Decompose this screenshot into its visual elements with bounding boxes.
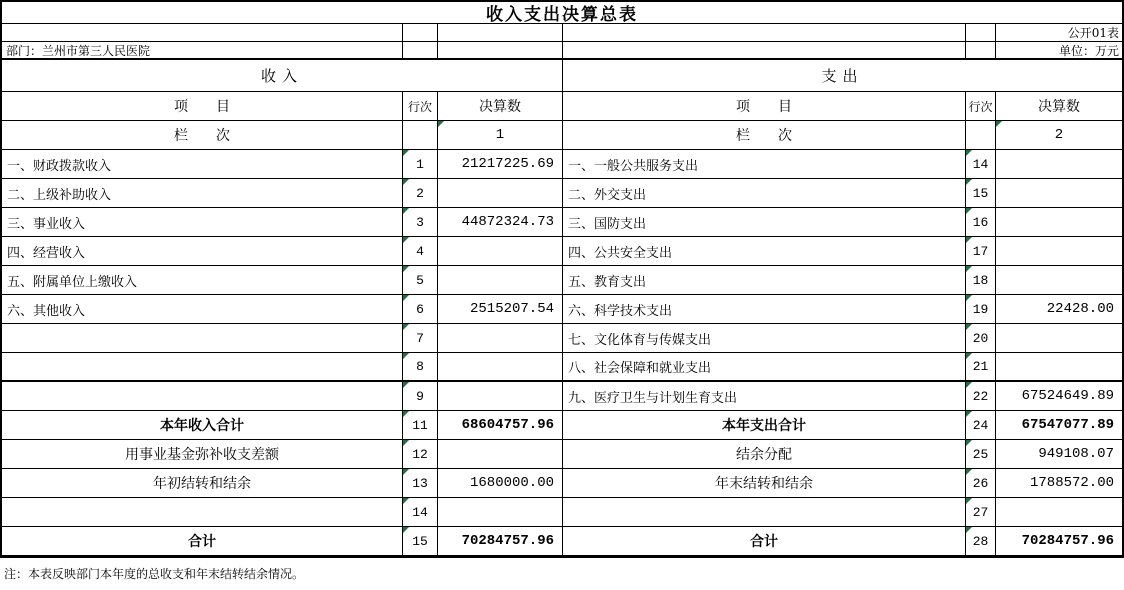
income-rowno-cell: [403, 179, 438, 208]
expenditure-rowno-cell: [966, 237, 996, 266]
rowno-text: 17: [972, 243, 989, 259]
cell-error-triangle-icon: [966, 382, 972, 388]
cell-error-triangle-icon: [403, 382, 409, 388]
rowno-text: 5: [416, 272, 424, 288]
income-amount-cell: [438, 353, 563, 382]
expenditure-item-cell: 合计: [563, 527, 966, 556]
empty-cell: [438, 42, 563, 60]
rowno-text: 15: [412, 533, 428, 549]
cell-error-triangle-icon: [966, 353, 972, 359]
income-amount-header: 决算数: [438, 92, 563, 121]
rowno-text: 9: [416, 388, 424, 404]
expenditure-item-header: 项 目: [563, 92, 966, 121]
table-row: [2, 295, 1122, 324]
income-item-cell: [2, 498, 403, 527]
expenditure-item-cell: 本年支出合计: [563, 411, 966, 440]
income-amount-cell: 44872324.73: [438, 208, 563, 237]
income-amount-cell: [438, 382, 563, 411]
rowno-text: 11: [412, 417, 428, 433]
rowno-text: 14: [412, 504, 428, 520]
table-row: [2, 469, 1122, 498]
rowno-text: 13: [412, 475, 428, 491]
empty-cell: [966, 121, 996, 150]
income-amount-cell: [438, 266, 563, 295]
income-amount-cell: 2515207.54: [438, 295, 563, 324]
empty-cell: [966, 42, 996, 60]
rowno-text: 21: [972, 359, 989, 374]
income-rowno-cell: [403, 498, 438, 527]
column-header-row: [2, 92, 1122, 121]
expenditure-rowno-cell: [966, 382, 996, 411]
expenditure-amount-cell: [996, 150, 1122, 179]
table-row: [2, 150, 1122, 179]
income-rowno-cell: [403, 150, 438, 179]
cell-error-triangle-icon: [403, 527, 409, 533]
expenditure-item-cell: 二、外交支出: [563, 179, 966, 208]
rowno-text: 20: [972, 330, 989, 346]
department-label: 部门：兰州市第三人民医院: [2, 42, 403, 60]
cell-error-triangle-icon: [403, 411, 409, 417]
income-colindex-value: [438, 121, 563, 150]
income-item-cell: [2, 382, 403, 411]
expenditure-item-cell: 一、一般公共服务支出: [563, 150, 966, 179]
expenditure-rowno-cell: [966, 498, 996, 527]
expenditure-item-cell: 三、国防支出: [563, 208, 966, 237]
rowno-text: 6: [416, 301, 424, 317]
income-item-header: 项 目: [2, 92, 403, 121]
rowno-text: 24: [972, 417, 989, 433]
income-item-cell: 合计: [2, 527, 403, 556]
income-item-cell: 五、附属单位上缴收入: [2, 266, 403, 295]
unit-label: 单位：万元: [996, 42, 1122, 60]
income-amount-cell: [438, 179, 563, 208]
table-row: [2, 498, 1122, 527]
income-rowno-cell: [403, 353, 438, 382]
empty-cell: [966, 24, 996, 42]
rowno-text: 16: [972, 214, 989, 230]
rowno-text: 26: [972, 475, 989, 491]
cell-error-triangle-icon: [966, 527, 972, 533]
expenditure-rowno-cell: [966, 527, 996, 556]
meta-row-department: [2, 42, 1122, 60]
cell-error-triangle-icon: [403, 179, 409, 185]
title-row: [2, 2, 1122, 24]
cell-error-triangle-icon: [403, 150, 409, 156]
rowno-text: 14: [972, 156, 989, 172]
empty-cell: [438, 24, 563, 42]
income-rowno-cell: [403, 440, 438, 469]
rowno-text: 1: [416, 156, 424, 172]
income-rowno-header: 行次: [403, 92, 438, 121]
expenditure-amount-cell: 22428.00: [996, 295, 1122, 324]
column-index-row: [2, 121, 1122, 150]
income-rowno-cell: [403, 469, 438, 498]
empty-cell: [403, 24, 438, 42]
table-row: [2, 411, 1122, 440]
colindex-value-text: 2: [1054, 127, 1064, 143]
cell-error-triangle-icon: [966, 208, 972, 214]
expenditure-item-cell: [563, 498, 966, 527]
expenditure-amount-cell: [996, 498, 1122, 527]
expenditure-amount-cell: 70284757.96: [996, 527, 1122, 556]
table-row: [2, 382, 1122, 411]
rowno-text: 3: [416, 214, 424, 230]
section-header-row: [2, 60, 1122, 92]
meta-row-table-code: [2, 24, 1122, 42]
income-amount-cell: [438, 324, 563, 353]
rowno-text: 19: [972, 301, 989, 317]
income-amount-cell: 70284757.96: [438, 527, 563, 556]
expenditure-item-cell: 七、文化体育与传媒支出: [563, 324, 966, 353]
income-rowno-cell: [403, 382, 438, 411]
income-item-cell: [2, 324, 403, 353]
expenditure-amount-cell: [996, 266, 1122, 295]
expenditure-rowno-cell: [966, 208, 996, 237]
cell-error-triangle-icon: [966, 469, 972, 475]
table-row: [2, 440, 1122, 469]
footnote: 注：本表反映部门本年度的总收支和年末结转结余情况。: [4, 567, 305, 581]
expenditure-rowno-cell: [966, 324, 996, 353]
cell-error-triangle-icon: [966, 324, 972, 330]
income-colindex-label: 栏 次: [2, 121, 403, 150]
cell-error-triangle-icon: [966, 411, 972, 417]
income-section-header: 收入: [2, 60, 563, 92]
income-item-cell: [2, 353, 403, 382]
expenditure-colindex-value: [996, 121, 1122, 150]
cell-error-triangle-icon: [438, 121, 444, 127]
income-amount-cell: [438, 498, 563, 527]
cell-error-triangle-icon: [966, 440, 972, 446]
income-amount-cell: [438, 237, 563, 266]
table-row: [2, 179, 1122, 208]
rowno-text: 18: [972, 272, 989, 288]
cell-error-triangle-icon: [966, 237, 972, 243]
cell-error-triangle-icon: [403, 208, 409, 214]
expenditure-item-cell: 八、社会保障和就业支出: [563, 353, 966, 382]
cell-error-triangle-icon: [403, 440, 409, 446]
empty-cell: [403, 42, 438, 60]
rowno-text: 25: [972, 446, 989, 462]
rowno-text: 28: [972, 533, 989, 549]
expenditure-amount-cell: [996, 208, 1122, 237]
rowno-text: 22: [972, 388, 989, 404]
expenditure-rowno-cell: [966, 179, 996, 208]
expenditure-item-cell: 年末结转和结余: [563, 469, 966, 498]
page-title: 收入支出决算总表: [2, 2, 1122, 24]
expenditure-rowno-cell: [966, 469, 996, 498]
expenditure-amount-cell: 67547077.89: [996, 411, 1122, 440]
income-amount-cell: [438, 440, 563, 469]
rowno-text: 15: [972, 185, 989, 201]
income-item-cell: 用事业基金弥补收支差额: [2, 440, 403, 469]
income-item-cell: 二、上级补助收入: [2, 179, 403, 208]
income-amount-cell: 21217225.69: [438, 150, 563, 179]
expenditure-rowno-header: 行次: [966, 92, 996, 121]
rowno-text: 2: [416, 185, 424, 201]
rowno-text: 8: [416, 359, 424, 374]
expenditure-rowno-cell: [966, 440, 996, 469]
table-row: [2, 208, 1122, 237]
cell-error-triangle-icon: [403, 324, 409, 330]
table-code-label: 公开01表: [996, 24, 1122, 42]
income-item-cell: 四、经营收入: [2, 237, 403, 266]
table-body: [2, 150, 1122, 556]
expenditure-rowno-cell: [966, 266, 996, 295]
expenditure-rowno-cell: [966, 411, 996, 440]
empty-cell: [563, 42, 966, 60]
expenditure-amount-cell: 949108.07: [996, 440, 1122, 469]
cell-error-triangle-icon: [403, 266, 409, 272]
cell-error-triangle-icon: [403, 237, 409, 243]
expenditure-item-cell: 结余分配: [563, 440, 966, 469]
empty-cell: [403, 121, 438, 150]
cell-error-triangle-icon: [966, 179, 972, 185]
expenditure-item-cell: 九、医疗卫生与计划生育支出: [563, 382, 966, 411]
expenditure-amount-cell: [996, 179, 1122, 208]
cell-error-triangle-icon: [966, 498, 972, 504]
income-rowno-cell: [403, 295, 438, 324]
rowno-text: 7: [416, 330, 424, 346]
cell-error-triangle-icon: [996, 121, 1002, 127]
income-rowno-cell: [403, 527, 438, 556]
income-rowno-cell: [403, 266, 438, 295]
table-row: [2, 324, 1122, 353]
cell-error-triangle-icon: [403, 353, 409, 359]
expenditure-item-cell: 四、公共安全支出: [563, 237, 966, 266]
rowno-text: 12: [412, 446, 428, 462]
income-rowno-cell: [403, 411, 438, 440]
expenditure-section-header: 支出: [563, 60, 1122, 92]
expenditure-amount-header: 决算数: [996, 92, 1122, 121]
expenditure-rowno-cell: [966, 150, 996, 179]
expenditure-amount-cell: 1788572.00: [996, 469, 1122, 498]
income-item-cell: 一、财政拨款收入: [2, 150, 403, 179]
expenditure-rowno-cell: [966, 353, 996, 382]
table-row: [2, 237, 1122, 266]
cell-error-triangle-icon: [403, 498, 409, 504]
table-row: [2, 527, 1122, 556]
expenditure-amount-cell: 67524649.89: [996, 382, 1122, 411]
cell-error-triangle-icon: [966, 266, 972, 272]
income-item-cell: 三、事业收入: [2, 208, 403, 237]
income-amount-cell: 1680000.00: [438, 469, 563, 498]
cell-error-triangle-icon: [403, 469, 409, 475]
income-item-cell: 六、其他收入: [2, 295, 403, 324]
cell-error-triangle-icon: [966, 150, 972, 156]
income-rowno-cell: [403, 237, 438, 266]
expenditure-amount-cell: [996, 324, 1122, 353]
empty-cell: [563, 24, 966, 42]
income-amount-cell: 68604757.96: [438, 411, 563, 440]
table-row: [2, 266, 1122, 295]
income-rowno-cell: [403, 324, 438, 353]
income-item-cell: 本年收入合计: [2, 411, 403, 440]
rowno-text: 27: [972, 504, 989, 520]
income-item-cell: 年初结转和结余: [2, 469, 403, 498]
expenditure-item-cell: 五、教育支出: [563, 266, 966, 295]
expenditure-amount-cell: [996, 237, 1122, 266]
income-rowno-cell: [403, 208, 438, 237]
colindex-value-text: 1: [495, 127, 505, 143]
expenditure-rowno-cell: [966, 295, 996, 324]
expenditure-colindex-label: 栏 次: [563, 121, 966, 150]
table-row: [2, 353, 1122, 382]
rowno-text: 4: [416, 243, 424, 259]
expenditure-amount-cell: [996, 353, 1122, 382]
cell-error-triangle-icon: [403, 295, 409, 301]
empty-cell: [2, 24, 403, 42]
expenditure-item-cell: 六、科学技术支出: [563, 295, 966, 324]
cell-error-triangle-icon: [966, 295, 972, 301]
